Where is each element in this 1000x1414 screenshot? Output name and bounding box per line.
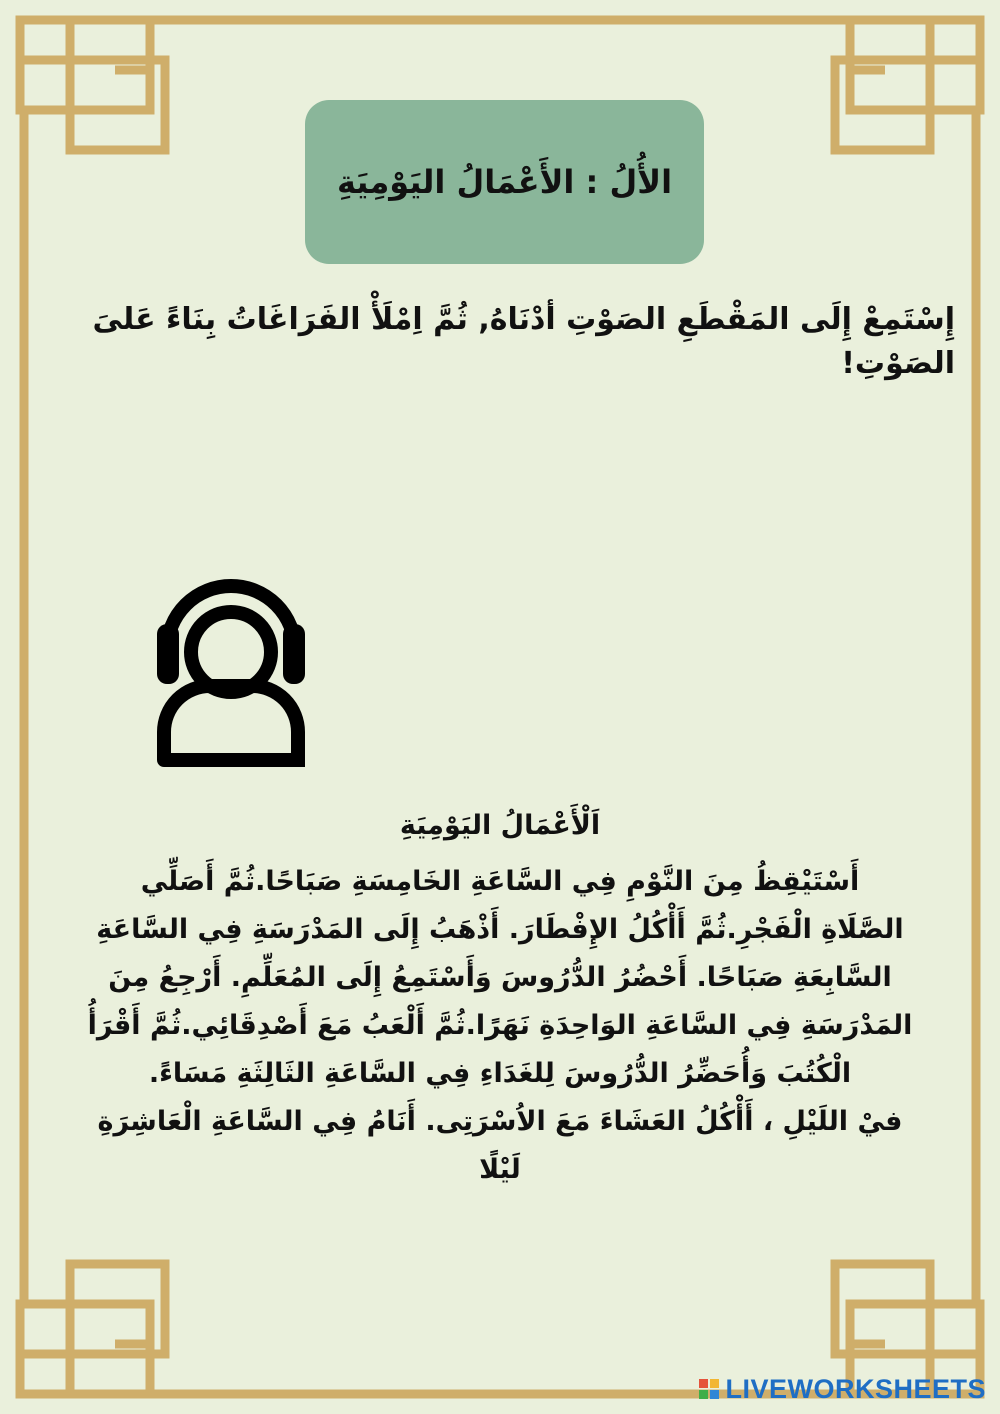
passage-text [75,858,925,1194]
passage-line: الْكُتُبَ وَأُحَضِّرُ الدُّرُوسَ لِلغَدَاءِ فِي السَّاعَةِ الثَالِثَةِ مَسَاءً. [148,1058,852,1089]
passage-line: الصَّلَاةِ الْفَجْرِ.ثُمَّ أَأْكُلُ الإِفْطَارَ. أَذْهَبُ إِلَى المَدْرَسَةِ فِي السَّاعَةِ [96,914,904,945]
passage-title: اَلْأَعْمَالُ اليَوْمِيَةِ [399,810,601,841]
passage-line: أَسْتَيْقِظُ مِنَ النَّوْمِ فِي السَّاعَةِ الخَامِسَةِ صَبَاحًا.ثُمَّ أَصَلِّي [140,866,860,897]
instruction-text: إِسْتَمِعْ إِلَى المَقْطَعِ الصَوْتِ أدْنَاهُ, ثُمَّ اِمْلَأْ الفَرَاغَاتُ بِنَاءً عَلىَ الصَوْتِ! [92,302,955,381]
title-box [305,100,704,264]
page-title: الأُلُ : الأَعْمَالُ اليَوْمِيَةِ [336,163,673,201]
logo-text: LIVEWORKSHEETS [725,1373,986,1404]
passage-line: السَّابِعَةِ صَبَاحًا. أَحْضُرُ الدُّرُوسَ وَأَسْتَمِعُ إِلَى المُعَلِّمِ. أَرْجِعُ مِنَ [108,962,892,993]
headset-user-icon[interactable] [155,572,307,768]
liveworksheets-logo[interactable] [699,1372,986,1406]
passage-line: فيْ اللَيْلِ ، أَأْكُلُ العَشَاءَ مَعَ الاُسْرَتِى. أَنَامُ فِي السَّاعَةِ الْعَاشِرَةِ [97,1106,903,1137]
logo-grid-icon [699,1379,719,1399]
passage-line: لَيْلًا [479,1154,521,1185]
passage-line: المَدْرَسَةِ فِي السَّاعَةِ الوَاحِدَةِ نَهَرًا.ثُمَّ أَلْعَبُ مَعَ أَصْدِقَائِي.ثُمَّ أَقْرَأُ [87,1010,913,1041]
